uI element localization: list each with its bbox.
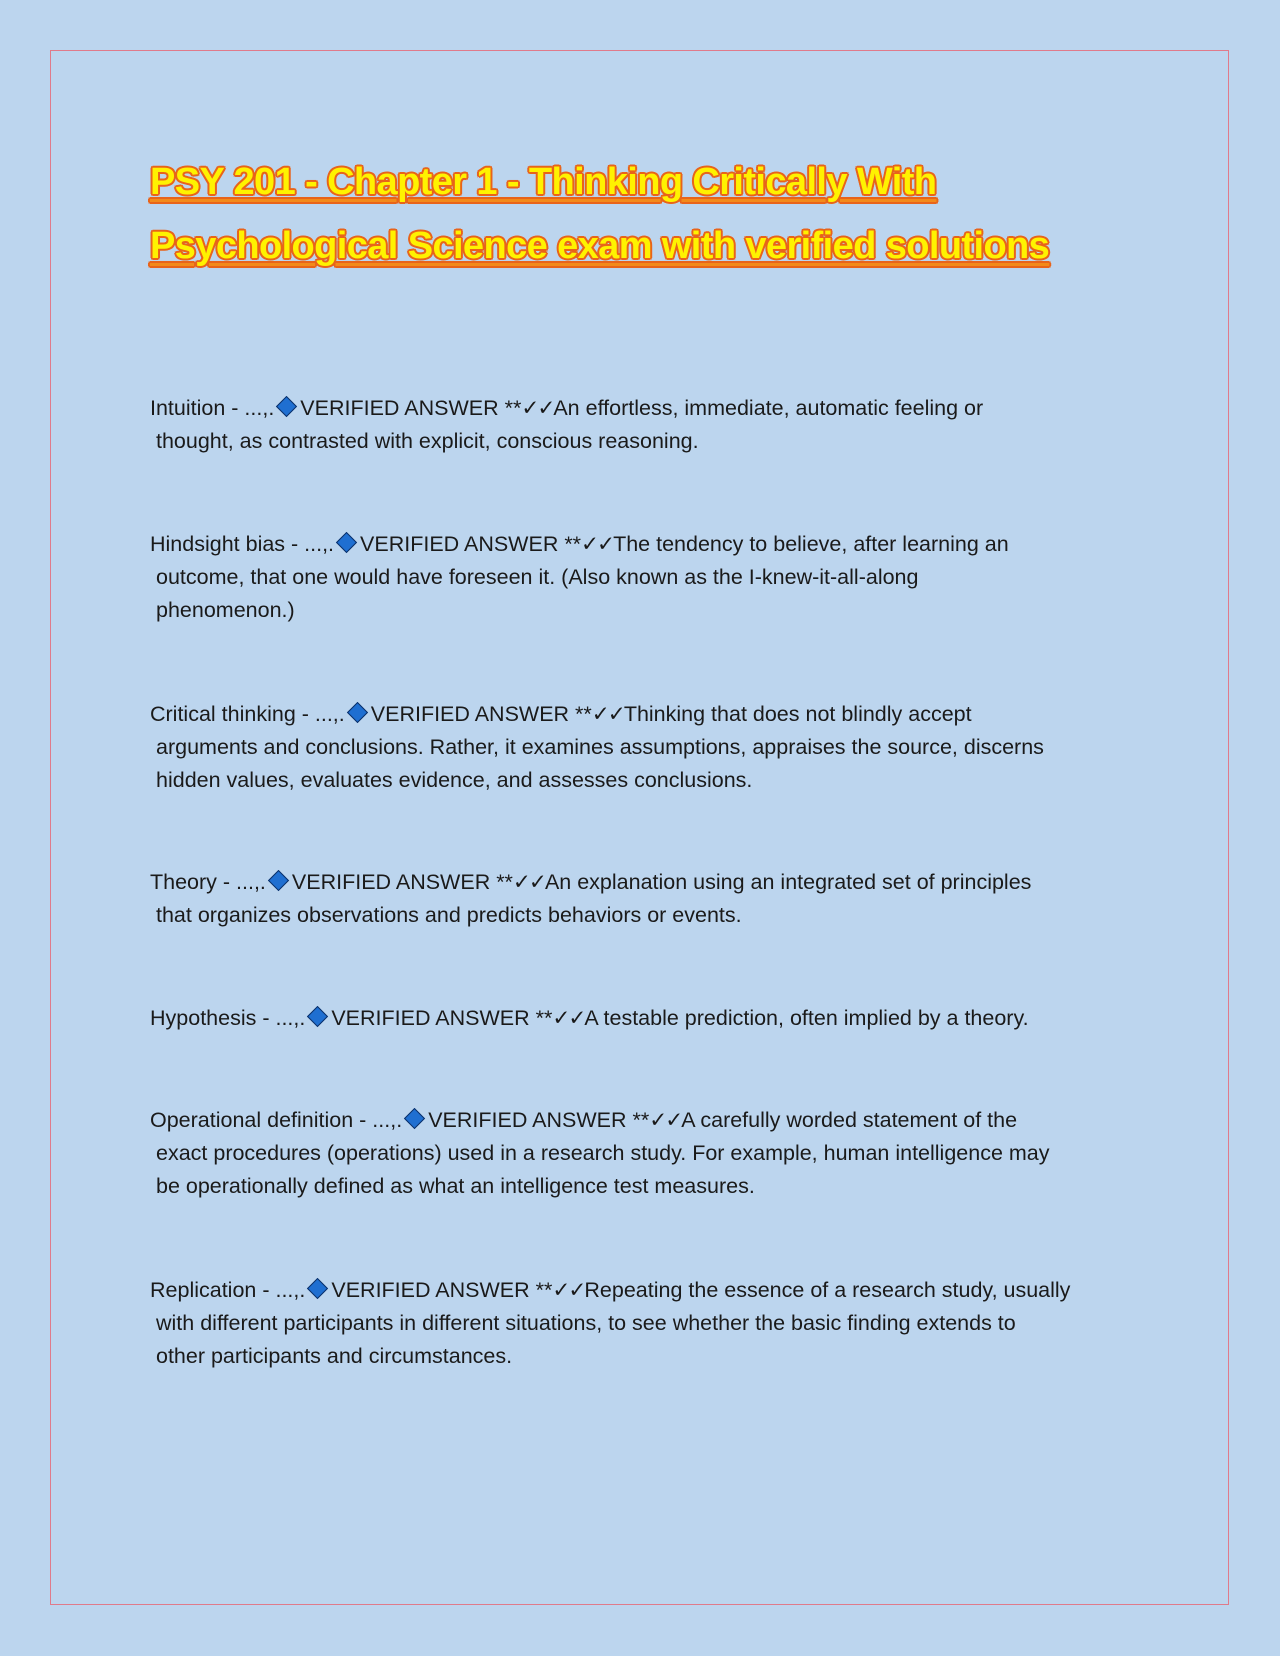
verified-marker: VERIFIED ANSWER ** — [300, 396, 522, 420]
definition-line: be operationally defined as what an intelligence test measures. — [156, 1174, 755, 1198]
separator-dots: - ...,. — [285, 532, 335, 556]
definition-start: A testable prediction, often implied by a theory. — [584, 1006, 1029, 1030]
checkmark-icon: ✓✓ — [591, 702, 624, 727]
definition-line: phenomenon.) — [156, 598, 295, 622]
definition-line: hidden values, evaluates evidence, and assesses conclusions. — [156, 768, 753, 792]
qa-first-line — [150, 1274, 1150, 1307]
separator-dots: - ...,. — [295, 702, 345, 726]
qa-first-line — [150, 528, 1150, 561]
definition-start: An explanation using an integrated set of principles — [544, 870, 1032, 894]
definition-line: that organizes observations and predicts behaviors or events. — [156, 903, 742, 927]
document-title — [150, 150, 1150, 278]
definition-line: exact procedures (operations) used in a research study. For example, human intelligence may — [156, 1141, 1050, 1165]
definition-start: A carefully worded statement of the — [681, 1108, 1018, 1132]
definition-line: thought, as contrasted with explicit, conscious reasoning. — [156, 429, 699, 453]
qa-first-line — [150, 698, 1150, 731]
term: Operational definition — [150, 1108, 354, 1132]
verified-marker: VERIFIED ANSWER ** — [360, 532, 582, 556]
qa-entry-theory — [150, 866, 1150, 932]
term: Theory — [150, 870, 217, 894]
qa-first-line — [150, 1104, 1150, 1137]
separator-dots: - ...,. — [216, 870, 266, 894]
qa-entry-critical-thinking — [150, 698, 1150, 797]
term: Hindsight bias — [150, 532, 286, 556]
verified-marker: VERIFIED ANSWER ** — [370, 702, 592, 726]
definition-line: arguments and conclusions. Rather, it examines assumptions, appraises the source, discerns — [156, 735, 1044, 759]
title-line-2: Psychological Science exam with verified solutions — [150, 225, 1050, 267]
separator-dots: - ...,. — [353, 1108, 403, 1132]
qa-first-line — [150, 866, 1150, 899]
verified-marker: VERIFIED ANSWER ** — [331, 1278, 553, 1302]
definition-start: An effortless, immediate, automatic feeling or — [553, 396, 984, 420]
diamond-icon — [307, 1006, 328, 1027]
term: Intuition — [150, 396, 226, 420]
definition-line: other participants and circumstances. — [156, 1344, 513, 1368]
diamond-icon — [336, 532, 357, 553]
verified-marker: VERIFIED ANSWER ** — [331, 1006, 553, 1030]
diamond-icon — [268, 870, 289, 891]
qa-entry-hindsight-bias — [150, 528, 1150, 627]
separator-dots: - ...,. — [256, 1278, 306, 1302]
separator-dots: - ...,. — [256, 1006, 306, 1030]
definition-start: Thinking that does not blindly accept — [623, 702, 972, 726]
qa-entry-hypothesis — [150, 1002, 1150, 1035]
diamond-icon — [307, 1278, 328, 1299]
qa-entry-intuition — [150, 392, 1150, 458]
definition-line: with different participants in different situations, to see whether the basic finding extends to — [156, 1311, 1016, 1335]
qa-entry-operational-definition — [150, 1104, 1150, 1203]
diamond-icon — [347, 702, 368, 723]
diamond-icon — [276, 396, 297, 417]
checkmark-icon: ✓✓ — [512, 870, 545, 895]
definition-line: outcome, that one would have foreseen it. (Also known as the I-knew-it-all-along — [156, 565, 919, 589]
definition-start: The tendency to believe, after learning an — [613, 532, 1009, 556]
verified-marker: VERIFIED ANSWER ** — [291, 870, 513, 894]
checkmark-icon: ✓✓ — [521, 396, 554, 421]
qa-entry-replication — [150, 1274, 1150, 1373]
checkmark-icon: ✓✓ — [552, 1278, 585, 1303]
title-line-1: PSY 201 - Chapter 1 - Thinking Critically With — [150, 161, 937, 203]
term: Replication — [150, 1278, 257, 1302]
checkmark-icon: ✓✓ — [581, 532, 614, 557]
verified-marker: VERIFIED ANSWER ** — [428, 1108, 650, 1132]
checkmark-icon: ✓✓ — [552, 1006, 585, 1031]
term: Critical thinking — [150, 702, 296, 726]
definition-start: Repeating the essence of a research study, usually — [584, 1278, 1071, 1302]
term: Hypothesis — [150, 1006, 257, 1030]
checkmark-icon: ✓✓ — [649, 1108, 682, 1133]
qa-first-line — [150, 392, 1150, 425]
qa-first-line — [150, 1002, 1150, 1035]
separator-dots: - ...,. — [225, 396, 275, 420]
diamond-icon — [404, 1108, 425, 1129]
